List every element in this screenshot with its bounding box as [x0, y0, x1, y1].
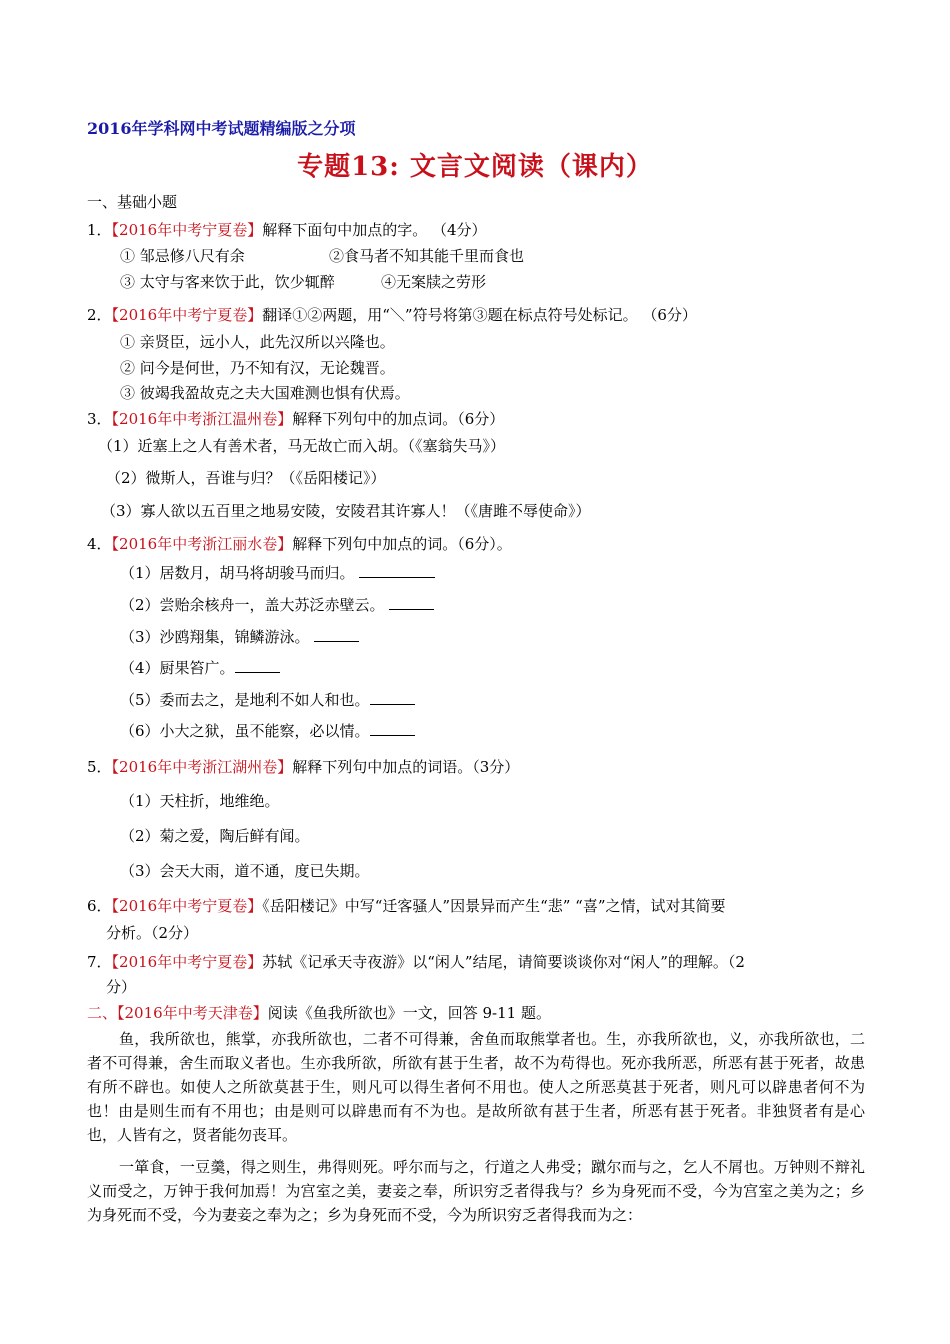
question-5 [87, 757, 519, 777]
source-tag: 【2016年中考宁夏卷】 [111, 306, 263, 324]
list-item [120, 658, 280, 678]
list-item: （2）菊之爱，陶后鲜有闻。 [120, 827, 310, 845]
question-text: 《岳阳楼记》中写“迁客骚人”因景异而产生“悲” “喜”之情，试对其简要 [262, 897, 726, 915]
section-heading: 一、基础小题 [87, 193, 178, 211]
list-item: （1）天柱折，地维绝。 [120, 792, 280, 810]
list-item [120, 563, 435, 583]
answer-blank[interactable] [389, 595, 434, 610]
source-tag: 【2016年中考浙江丽水卷】 [111, 535, 293, 553]
item-text: （4）厨果笞广。 [120, 659, 235, 677]
list-item [120, 627, 359, 647]
question-2 [87, 305, 697, 325]
question-number: 1． [87, 221, 112, 239]
question-text: 解释下列句中加点的词。（6分）。 [292, 535, 512, 553]
question-text-continued: 分析。（2分） [106, 924, 199, 942]
question-text: 解释下列句中加点的词语。（3分） [292, 758, 520, 776]
question-1 [87, 220, 487, 240]
source-tag: 【2016年中考浙江湖州卷】 [111, 758, 293, 776]
list-item [120, 595, 434, 615]
list-item [120, 721, 415, 741]
question-6 [87, 896, 726, 916]
list-item [120, 690, 415, 710]
item-text: （1）居数月，胡马将胡骏马而归。 [120, 564, 355, 582]
question-text: 解释下列句中的加点词。（6分） [292, 410, 505, 428]
list-item: ① 邹忌修八尺有余 [120, 247, 245, 265]
question-number: 5． [87, 758, 112, 776]
source-tag: 【2016年中考天津卷】 [117, 1004, 268, 1022]
question-7 [87, 952, 745, 972]
list-item: （2）微斯人，吾谁与归？（《岳阳楼记》） [106, 469, 386, 487]
passage-paragraph-2: 一箪食，一豆羹，得之则生，弗得则死。呼尔而与之，行道之人弗受；蹴尔而与之，乞人不屑也。万钟则不辩礼义而受之，万钟于我何加焉！为宫室之美，妻妾之奉，所识穷乏者得我与？乡为身死而不受，今为宫室之美为之；乡为身死而不受，今为妻妾之奉为之；乡为身死而不受，今为所识穷乏者得我而为之： [87, 1158, 865, 1224]
list-item: （3）会天大雨，道不通，度已失期。 [120, 862, 370, 880]
question-number: 4． [87, 535, 112, 553]
list-item: ③ 彼竭我盈故克之夫大国难测也惧有伏焉。 [120, 384, 410, 402]
question-text: 苏轼《记承天寺夜游》以“闲人”结尾，请简要谈谈你对“闲人”的理解。（2 [262, 953, 745, 971]
series-title: 2016年学科网中考试题精编版之分项 [87, 119, 356, 138]
question-3 [87, 409, 504, 429]
answer-blank[interactable] [370, 690, 415, 705]
list-item: ③ 太守与客来饮于此，饮少辄醉 [120, 273, 335, 291]
passage-paragraph-1: 鱼，我所欲也，熊掌，亦我所欲也，二者不可得兼，舍鱼而取熊掌者也。生，亦我所欲也，义，亦我所欲也，二者不可得兼，舍生而取义者也。生亦我所欲，所欲有甚于生者，故不为苟得也。死亦我所恶，所恶有甚于死者，故患有所不辟也。如使人之所欲莫甚于生，则凡可以得生者何不用也。使人之所恶莫甚于死者，则凡可以辟患者何不为也！由是则生而有不用也；由是则可以辟患而有不为也。是故所欲有甚于生者，所恶有甚于死者。非独贤者有是心也，人皆有之，贤者能勿丧耳。 [87, 1030, 865, 1144]
section-instruction: 阅读《鱼我所欲也》一文，回答 9-11 题。 [267, 1004, 551, 1022]
source-tag: 【2016年中考浙江温州卷】 [111, 410, 293, 428]
list-item: ④无案牍之劳形 [381, 273, 487, 291]
answer-blank[interactable] [235, 658, 280, 673]
source-tag: 【2016年中考宁夏卷】 [111, 953, 263, 971]
item-text: （6）小大之狱，虽不能察，必以情。 [120, 722, 370, 740]
item-text: （5）委而去之，是地利不如人和也。 [120, 691, 370, 709]
question-text: 解释下面句中加点的字。 （4分） [262, 221, 487, 239]
question-number: 2． [87, 306, 112, 324]
page-title: 专题13: 文言文阅读（课内） [297, 152, 653, 182]
list-item: ②食马者不知其能千里而食也 [329, 247, 525, 265]
question-number: 6． [87, 897, 112, 915]
source-tag: 【2016年中考宁夏卷】 [111, 897, 263, 915]
list-item: ① 亲贤臣，远小人，此先汉所以兴隆也。 [120, 333, 395, 351]
list-item: （3）寡人欲以五百里之地易安陵，安陵君其许寡人！（《唐雎不辱使命》） [101, 502, 591, 520]
source-tag: 【2016年中考宁夏卷】 [111, 221, 263, 239]
question-number: 7． [87, 953, 112, 971]
answer-blank[interactable] [314, 627, 359, 642]
list-item: （1）近塞上之人有善术者，马无故亡而入胡。（《塞翁失马》） [98, 437, 506, 455]
list-item: ② 问今是何世，乃不知有汉，无论魏晋。 [120, 359, 395, 377]
answer-blank[interactable] [359, 563, 435, 578]
question-4 [87, 534, 512, 554]
answer-blank[interactable] [370, 721, 415, 736]
item-text: （2）尝贻余核舟一，盖大苏泛赤壁云。 [120, 596, 385, 614]
section-number: 二、 [87, 1004, 118, 1022]
question-text-continued: 分） [106, 978, 137, 996]
item-text: （3）沙鸥翔集，锦鳞游泳。 [120, 628, 310, 646]
question-text: 翻译①②两题，用“＼”符号将第③题在标点符号处标记。 （6分） [262, 306, 697, 324]
section-2-heading [87, 1003, 551, 1023]
question-number: 3． [87, 410, 112, 428]
